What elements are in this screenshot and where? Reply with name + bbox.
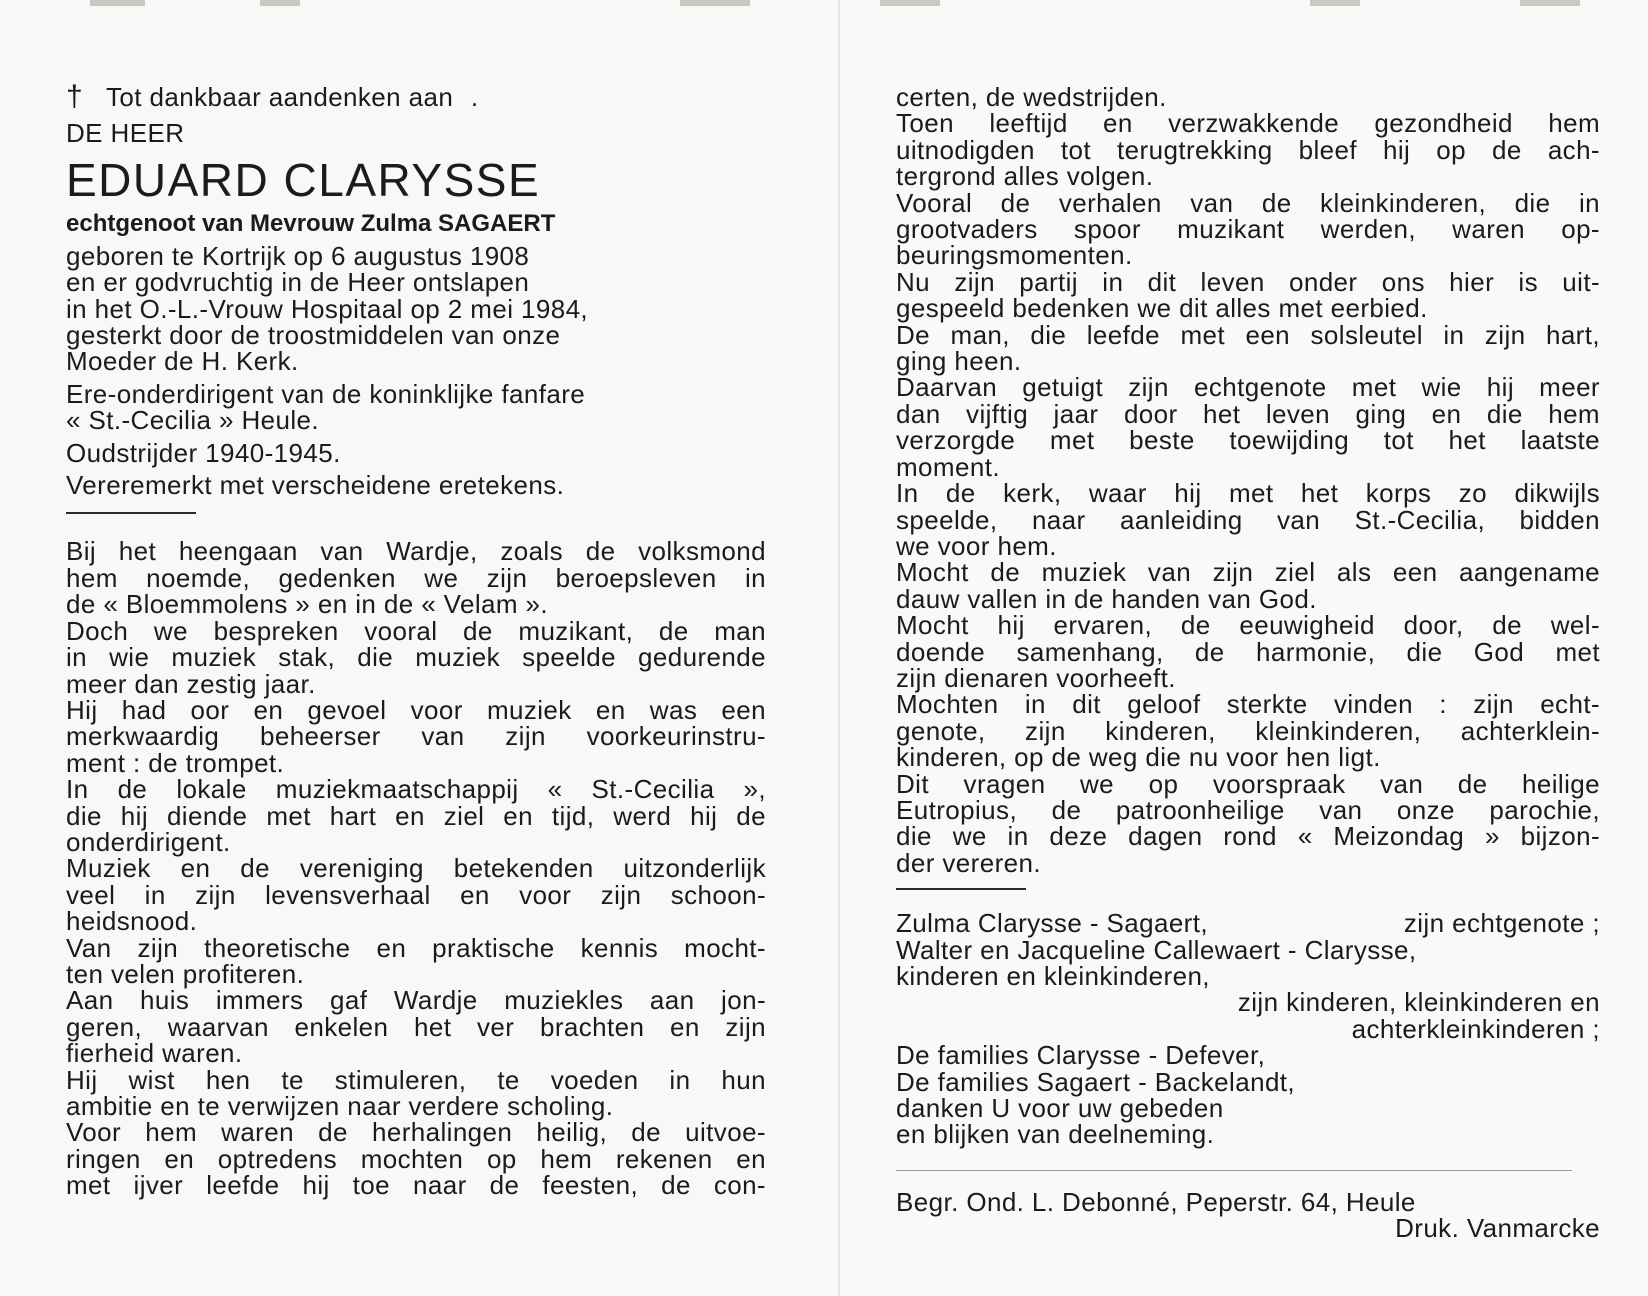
text-line: Nu zijn partij in dit leven onder ons hier is uit- — [896, 266, 1600, 297]
bio-line: gesterkt door de troostmiddelen van onze — [66, 320, 561, 351]
honors-line: Vereremerkt met verscheidene eretekens. — [66, 470, 565, 501]
tribute-text — [66, 536, 766, 1201]
text-line: gespeeld bedenken we dit alles met eerbied. — [896, 293, 1428, 324]
family-widow-row — [896, 908, 1600, 939]
text-line: Vooral de verhalen van de kleinkinderen, die in — [896, 187, 1600, 218]
divider — [896, 1170, 1572, 1171]
text-line: Aan huis immers gaf Wardje muziekles aan jon- — [66, 985, 766, 1016]
print-edge-mark — [260, 0, 300, 6]
text-line: Mocht de muziek van zijn ziel als een aangename — [896, 557, 1600, 588]
bio-line: Moeder de H. Kerk. — [66, 346, 299, 377]
widow-role: zijn echtgenote ; — [1403, 908, 1600, 939]
text-line: ging heen. — [896, 346, 1022, 377]
text-line: met ijver leefde hij toe naar de feesten, de con- — [66, 1170, 766, 1201]
family-line-text: zijn kinderen, kleinkinderen en — [1237, 987, 1600, 1018]
family-line: De families Sagaert - Backelandt, — [896, 1066, 1296, 1097]
text-line: merkwaardig beheerser van zijn voorkeurinstru- — [66, 721, 766, 752]
text-line: verzorgde met beste toewijding tot het laatste — [896, 425, 1600, 456]
text-line: Toen leeftijd en verzwakkende gezondheid hem — [896, 108, 1600, 139]
text-line: meer dan zestig jaar. — [66, 668, 316, 699]
text-line: heidsnood. — [66, 906, 198, 937]
text-line: In de lokale muziekmaatschappij « St.-Cecilia », — [66, 774, 766, 805]
divider — [896, 888, 1026, 890]
text-line: Voor hem waren de herhalingen heilig, de uitvoe- — [66, 1117, 766, 1148]
text-line: onderdirigent. — [66, 826, 231, 857]
text-line: dauw vallen in de handen van God. — [896, 583, 1317, 614]
text-line: Bij het heengaan van Wardje, zoals de volksmond — [66, 536, 766, 567]
text-line: speelde, naar aanleiding van St.-Cecilia, bidden — [896, 504, 1600, 535]
text-line: In de kerk, waar hij met het korps zo dikwijls — [896, 478, 1600, 509]
text-line: certen, de wedstrijden. — [896, 82, 1167, 112]
text-line: in wie muziek stak, die muziek speelde gedurende — [66, 642, 766, 673]
text-line: Doch we bespreken vooral de muzikant, de man — [66, 615, 766, 646]
left-column — [66, 80, 766, 1201]
right-column — [896, 84, 1600, 1242]
text-line: ten velen profiteren. — [66, 958, 305, 989]
family-line: De families Clarysse - Defever, — [896, 1040, 1266, 1071]
text-line: dan vijftig jaar door het leven ging en die hem — [896, 398, 1600, 429]
printer: Druk. Vanmarcke — [1395, 1213, 1600, 1244]
widow-name: Zulma Clarysse - Sagaert, — [896, 908, 1208, 939]
text-line: De man, die leefde met een solsleutel in zijn hart, — [896, 319, 1600, 350]
text-line: tergrond alles volgen. — [896, 161, 1154, 192]
bio-block — [66, 240, 766, 377]
text-line: Hij wist hen te stimuleren, te voeden in hun — [66, 1064, 766, 1095]
text-line: Mochten in dit geloof sterkte vinden : zijn echt- — [896, 689, 1600, 720]
text-line: fierheid waren. — [66, 1038, 243, 1069]
text-line: Van zijn theoretische en praktische kennis mocht- — [66, 932, 766, 963]
text-line: grootvaders spoor muzikant werden, waren op- — [896, 214, 1600, 245]
family-line — [896, 1013, 1600, 1044]
bio-line: in het O.-L.-Vrouw Hospitaal op 2 mei 1984, — [66, 293, 589, 324]
text-line: ment : de trompet. — [66, 747, 285, 778]
role-line: « St.-Cecilia » Heule. — [66, 405, 320, 436]
text-line: ringen en optredens mochten op hem rekenen en — [66, 1143, 766, 1174]
text-line: Daarvan getuigt zijn echtgenote met wie hij meer — [896, 372, 1600, 403]
print-edge-mark — [1310, 0, 1360, 6]
text-line: uitnodigden tot terugtrekking bleef hij op de ach- — [896, 134, 1600, 165]
text-line: doende samenhang, de harmonie, die God met — [896, 636, 1600, 667]
text-line: geren, waarvan enkelen het ver brachten en zijn — [66, 1011, 766, 1042]
text-line: kinderen, op de weg die nu voor hen ligt. — [896, 742, 1381, 773]
family-line: en blijken van deelneming. — [896, 1119, 1215, 1150]
text-line: de « Bloemmolens » en in de « Velam ». — [66, 589, 549, 620]
veteran-line: Oudstrijder 1940-1945. — [66, 437, 341, 468]
bio-line: en er godvruchtig in de Heer ontslapen — [66, 267, 530, 298]
cross-icon: † — [66, 80, 84, 113]
deceased-name: EDUARD CLARYSSE — [66, 153, 541, 206]
text-line: moment. — [896, 451, 1000, 482]
text-line: die we in deze dagen rond « Meizondag » bijzon- — [896, 821, 1600, 852]
print-edge-mark — [90, 0, 145, 6]
family-line-text: achterkleinkinderen ; — [1351, 1013, 1600, 1044]
family-line: kinderen en kleinkinderen, — [896, 960, 1210, 991]
family-line: Walter en Jacqueline Callewaert - Clarysse, — [896, 934, 1417, 965]
divider — [66, 512, 196, 514]
bio-line: geboren te Kortrijk op 6 augustus 1908 — [66, 240, 530, 271]
text-line: der vereren. — [896, 847, 1041, 878]
role-line: Ere-onderdirigent van de koninklijke fanfare — [66, 378, 586, 409]
text-line: Muziek en de vereniging betekenden uitzonderlijk — [66, 853, 766, 884]
text-line: veel in zijn levensverhaal en voor zijn schoon- — [66, 879, 766, 910]
title: DE HEER — [66, 118, 185, 149]
text-line: Eutropius, de patroonheilige van onze parochie, — [896, 794, 1600, 825]
dedication-line — [66, 80, 766, 113]
text-line: Mocht hij ervaren, de eeuwigheid door, de wel- — [896, 610, 1600, 641]
text-line: beuringsmomenten. — [896, 240, 1133, 271]
print-edge-mark — [880, 0, 940, 6]
text-line: hem noemde, gedenken we zijn beroepsleven in — [66, 562, 766, 593]
text-line: die hij diende met hart en ziel en tijd, werd hij de — [66, 800, 766, 831]
text-line: Hij had oor en gevoel voor muziek en was een — [66, 694, 766, 725]
spouse-line: echtgenoot van Mevrouw Zulma SAGAERT — [66, 209, 556, 237]
family-line: danken U voor uw gebeden — [896, 1092, 1224, 1123]
print-edge-mark — [680, 0, 750, 6]
right-panel — [840, 0, 1648, 1296]
printer-row — [896, 1213, 1600, 1244]
tribute-text-continued — [896, 84, 1600, 876]
dedication-text: Tot dankbaar aandenken aan — [106, 82, 454, 112]
text-line: ambitie en te verwijzen naar verdere scholing. — [66, 1091, 614, 1121]
dedication-mark: . — [470, 82, 479, 112]
text-line: we voor hem. — [896, 530, 1057, 561]
family-block — [896, 910, 1600, 1148]
text-line: genote, zijn kinderen, kleinkinderen, achterklein- — [896, 715, 1600, 746]
undertaker: Begr. Ond. L. Debonné, Peperstr. 64, Heule — [896, 1186, 1416, 1217]
print-edge-mark — [1520, 0, 1580, 6]
family-line — [896, 987, 1600, 1018]
text-line: zijn dienaren voorheeft. — [896, 662, 1176, 693]
text-line: Dit vragen we op voorspraak van de heilige — [896, 768, 1600, 799]
